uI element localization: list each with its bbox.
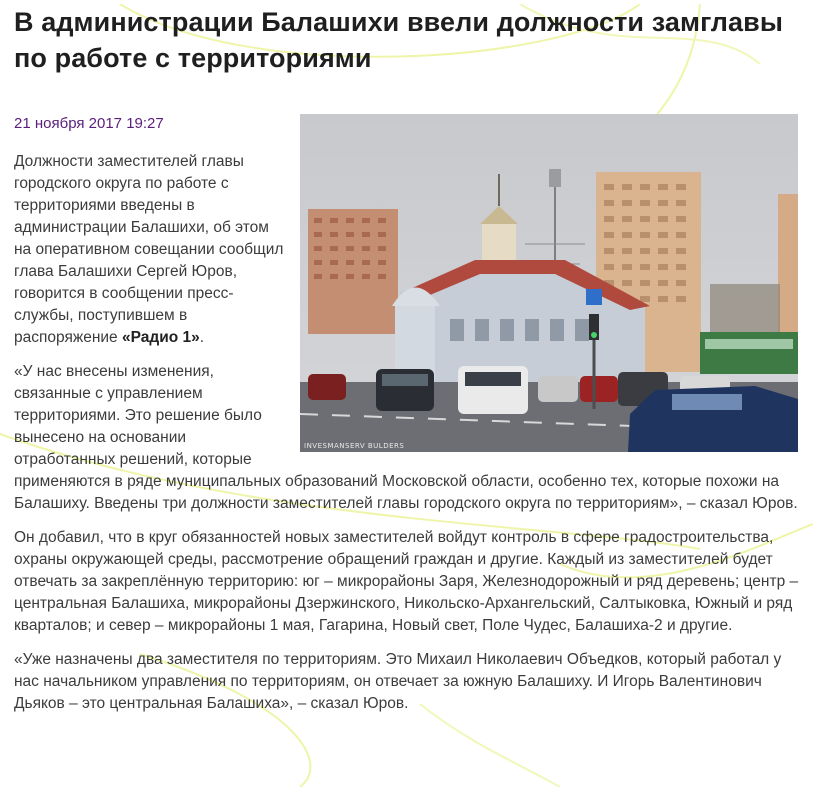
paragraph-1-text: Должности заместителей главы городского округа по работе с территориями введены в администрации Балашихи, об этом на оперативном совещании сообщил глава Балашихи Сергей Юров, говорится в сообщении пресс-службы, поступившем в распоряжение (14, 153, 284, 346)
radio-1-link[interactable]: «Радио 1» (121, 329, 200, 346)
photo-illustration (300, 114, 798, 452)
article-date: 21 ноября 2017 19:27 (14, 115, 164, 132)
article-paragraph-3: Он добавил, что в круг обязанностей новых заместителей войдут контроль в сфере градостроительства, охраны окружающей среды, рассмотрение обращений граждан и другие. Каждый из заместителей будет отвечать за закреплённую территорию: юг – микрорайоны Заря, Железнодорожный и ряд деревень; центр – центральная Балашиха, микрорайоны Дзержинского, Никольско-Архангельский, Салтыковка, Южный и ряд кварталов; и север – микрорайоны 1 мая, Гагарина, Новый свет, Поле Чудес, Балашиха-2 и другие. (14, 529, 799, 634)
article-paragraph-2: «У нас внесены изменения, связанные с управлением территориями. Это решение было вынесено на основании отработанных решений, которые применяются в ряде муниципальных образований Московской области, особенно тех, которые похожи на Балашиху. Введены три должности заместителей главы городского округа по территориям», – сказал Юров. (14, 363, 798, 512)
paragraph-1-end: . (199, 329, 205, 346)
article-photo[interactable] (300, 114, 798, 452)
article (0, 4, 813, 715)
article-paragraph-4: «Уже назначены два заместителя по территориям. Это Михаил Николаевич Объедков, который работал у нас начальником управления по территориям, он отвечает за южную Балашиху. И Игорь Валентинович Дьяков – это центральная Балашиха», – сказал Юров. (14, 651, 782, 712)
article-title: В администрации Балашихи ввели должности замглавы по работе с территориями (14, 7, 783, 73)
photo-credit: INVESMANSERV BULDERS (304, 442, 405, 450)
